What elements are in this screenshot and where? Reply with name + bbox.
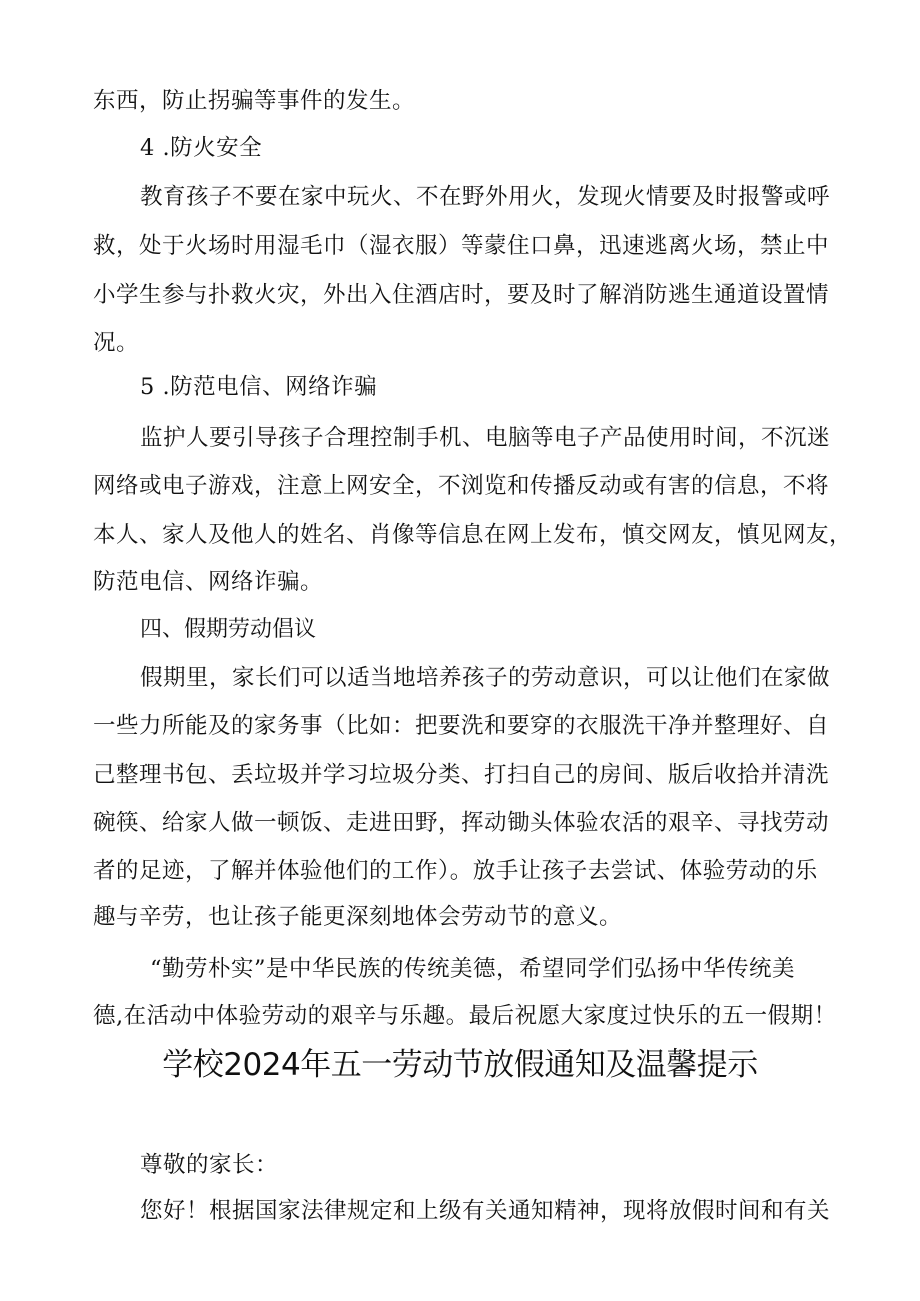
paragraph-line: 趣与辛劳，也让孩子能更深刻地体会劳动节的意义。 [93,904,623,930]
section-heading-fraud: 5 .防范电信、网络诈骗 [140,374,378,400]
paragraph-line: 假期里，家长们可以适当地培养孩子的劳动意识，可以让他们在家做 [140,665,831,691]
paragraph-line: 网络或电子游戏，注意上网安全，不浏览和传播反动或有害的信息，不将 [93,473,830,499]
document-title: 学校2024年五一劳动节放假通知及温馨提示 [162,1047,758,1083]
section-heading-labor: 四、假期劳动倡议 [140,617,317,642]
paragraph-line: 本人、家人及他人的姓名、肖像等信息在网上发布，慎交网友，慎见网友， [93,522,853,548]
paragraph-line: 碗筷、给家人做一顿饭、走进田野，挥动锄头体验农活的艰辛、寻找劳动 [93,810,830,836]
paragraph-line: 己整理书包、丢垃圾并学习垃圾分类、打扫自己的房间、版后收拾并清洗 [93,762,830,788]
paragraph-line: 一些力所能及的家务事（比如：把要洗和要穿的衣服洗干净并整理好、自 [93,713,830,739]
paragraph-line: 监护人要引导孩子合理控制手机、电脑等电子产品使用时间，不沉迷 [140,425,831,451]
greeting: 尊敬的家长： [140,1152,279,1178]
paragraph-line: 东西，防止拐骗等事件的发生。 [93,88,416,114]
paragraph-line: 教育孩子不要在家中玩火、不在野外用火，发现火情要及时报警或呼 [140,184,831,210]
paragraph-line: 德,在活动中体验劳动的艰辛与乐趣。最后祝愿大家度过快乐的五一假期！ [93,1003,837,1029]
paragraph-line: 者的足迹，了解并体验他们的工作）。放手让孩子去尝试、体验劳动的乐 [93,858,818,884]
paragraph-line: 小学生参与扑救火灾，外出入住酒店时，要及时了解消防逃生通道设置情 [93,282,830,308]
paragraph-line: 况。 [93,330,140,356]
section-heading-fire-safety: 4 .防火安全 [140,135,263,161]
paragraph-line: 防范电信、网络诈骗。 [93,569,324,595]
paragraph-line: “勤劳朴实”是中华民族的传统美德，希望同学们弘扬中华传统美 [150,956,796,982]
opening-line: 您好！根据国家法律规定和上级有关通知精神，现将放假时间和有关 [140,1198,831,1224]
paragraph-line: 救，处于火场时用湿毛巾（湿衣服）等蒙住口鼻，迅速逃离火场，禁止中 [93,233,830,259]
